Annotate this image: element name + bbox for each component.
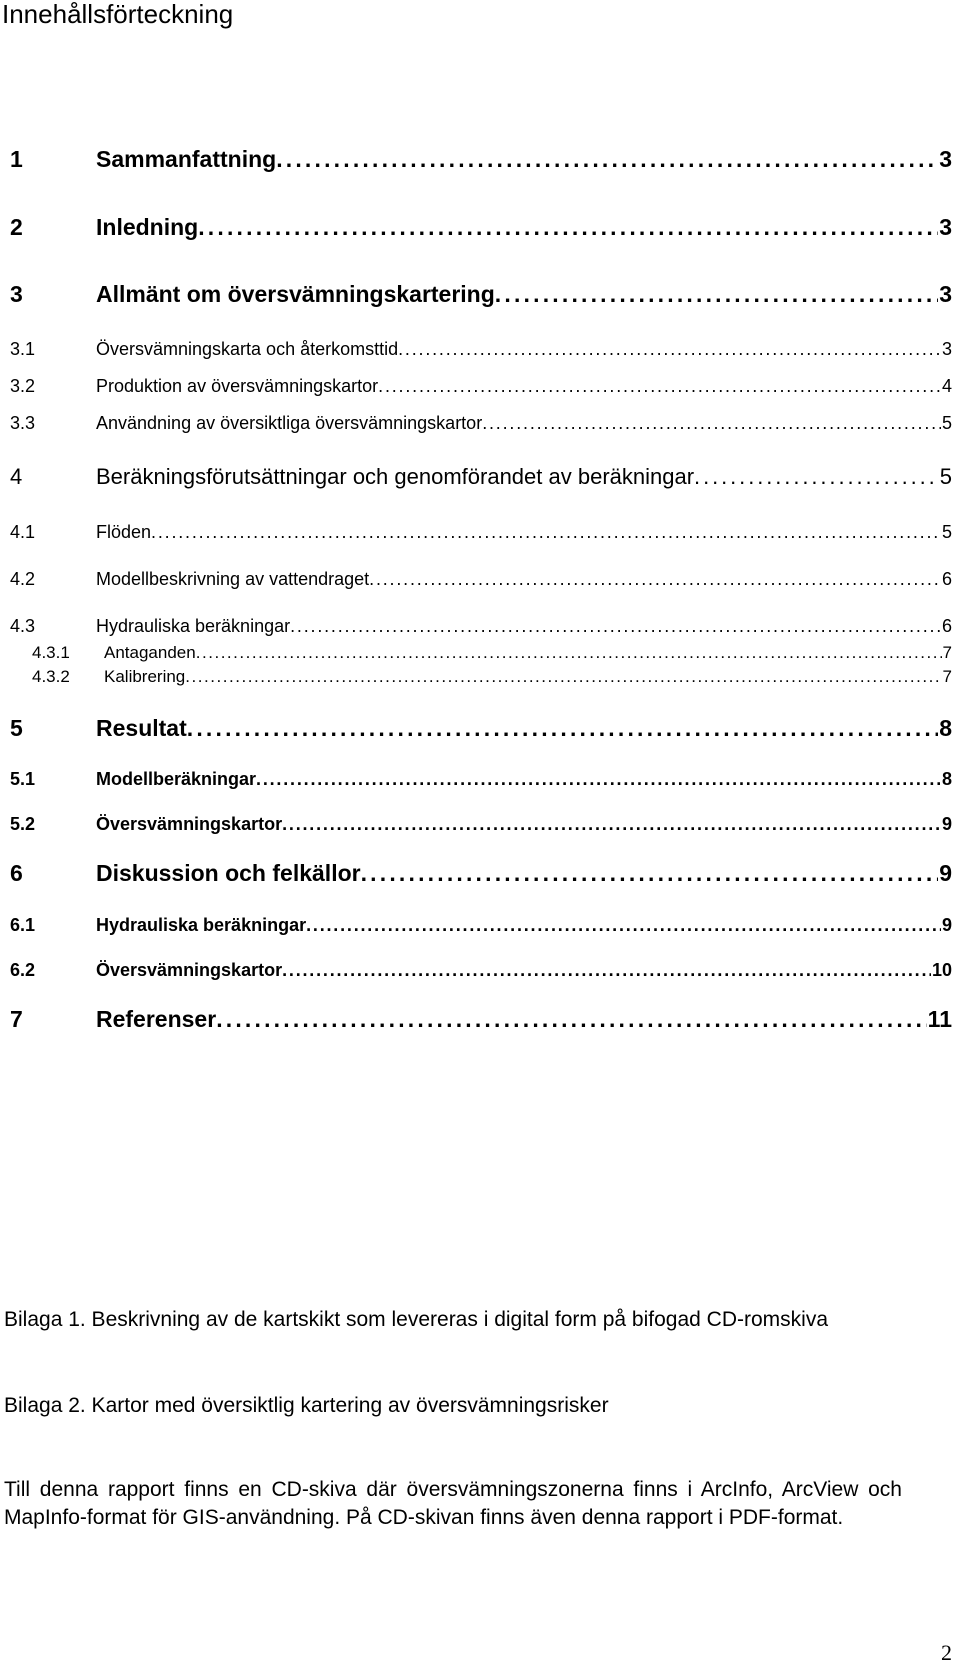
toc-number: 7 (10, 1006, 23, 1032)
toc-leader (276, 146, 938, 173)
toc-leader (482, 413, 941, 434)
toc-leader (185, 667, 941, 687)
toc-title: Allmänt om översvämningskartering (96, 281, 495, 307)
toc-entry[interactable] (6, 460, 952, 490)
toc-title: Modellberäkningar (96, 769, 257, 789)
toc-leader (151, 522, 941, 543)
toc-leader (187, 715, 938, 742)
toc-title: Flöden (96, 522, 152, 542)
toc-title: Kalibrering (104, 667, 186, 686)
toc-title: Resultat (96, 715, 187, 741)
toc-title: Användning av översiktliga översvämningskartor (96, 413, 483, 433)
toc-page-number: 7 (942, 667, 952, 686)
toc-page-number: 3 (939, 146, 952, 172)
toc-leader (694, 464, 939, 490)
toc-title: Hydrauliska beräkningar (96, 616, 291, 636)
toc-title: Översvämningskartor (96, 960, 283, 980)
toc-leader (398, 339, 941, 360)
toc-leader (361, 860, 939, 887)
toc-page-number: 7 (942, 643, 952, 662)
toc-page-number: 3 (939, 214, 952, 240)
toc-number: 6.2 (10, 960, 36, 980)
toc-page-number: 3 (941, 339, 952, 359)
toc-number: 1 (10, 146, 23, 172)
toc-number: 3 (10, 281, 23, 307)
toc-entry[interactable] (6, 330, 952, 360)
toc-number: 4.3.2 (32, 667, 70, 686)
toc-entry[interactable] (6, 657, 952, 687)
toc-entry[interactable] (6, 278, 952, 308)
toc-number: 4.3.1 (32, 643, 70, 662)
toc-title: Referenser (96, 1006, 217, 1032)
toc-page-number: 10 (931, 960, 952, 980)
toc-leader (306, 915, 941, 936)
toc-title: Beräkningsförutsättningar och genomförandet av beräkningar (96, 464, 695, 489)
toc-number: 4 (10, 464, 23, 489)
toc-entry[interactable] (6, 712, 952, 742)
toc-entry[interactable] (6, 857, 952, 887)
toc-number: 3.2 (10, 376, 36, 396)
toc-entry[interactable] (6, 143, 952, 173)
toc-page-number: 5 (939, 464, 952, 489)
page-number: 2 (941, 1640, 952, 1665)
toc-number: 6.1 (10, 915, 36, 935)
toc-entry[interactable] (6, 951, 952, 981)
toc-page-number: 6 (941, 569, 952, 589)
toc-number: 2 (10, 214, 23, 240)
toc-title: Översvämningskarta och återkomsttid (96, 339, 399, 359)
toc-number: 5.2 (10, 814, 36, 834)
toc-entry[interactable] (6, 404, 952, 434)
toc-number: 5 (10, 715, 23, 741)
toc-page-number: 9 (941, 814, 952, 834)
toc-number: 4.1 (10, 522, 36, 542)
toc-title: Inledning (96, 214, 199, 240)
toc-leader (216, 1006, 926, 1033)
toc-number: 4.2 (10, 569, 36, 589)
toc-title: Modellbeskrivning av vattendraget (96, 569, 370, 589)
toc-number: 3.3 (10, 413, 36, 433)
toc-leader (198, 214, 938, 241)
toc-page-number: 9 (941, 915, 952, 935)
toc-title: Översvämningskartor (96, 814, 283, 834)
toc-page-number: 8 (941, 769, 952, 789)
toc-leader (369, 569, 941, 590)
toc-leader (282, 960, 931, 981)
toc-entry[interactable] (6, 560, 952, 590)
toc-page-number: 9 (939, 860, 952, 886)
toc-number: 4.3 (10, 616, 36, 636)
toc-number: 5.1 (10, 769, 36, 789)
toc-leader (495, 281, 938, 308)
toc-page-number: 6 (941, 616, 952, 636)
toc-number: 3.1 (10, 339, 36, 359)
toc-entry[interactable] (6, 906, 952, 936)
toc-leader (378, 376, 941, 397)
toc-entry[interactable] (6, 760, 952, 790)
toc-entry[interactable] (6, 805, 952, 835)
toc-title: Sammanfattning (96, 146, 277, 172)
toc-entry[interactable] (6, 513, 952, 543)
appendix-2-text: Bilaga 2. Kartor med översiktlig kartering av översvämningsrisker (4, 1394, 609, 1417)
toc-leader (256, 769, 941, 790)
toc-page-number: 3 (939, 281, 952, 307)
toc-page-number: 11 (927, 1006, 952, 1032)
toc-page-number: 4 (941, 376, 952, 396)
toc-entry[interactable] (6, 1003, 952, 1033)
toc-title: Hydrauliska beräkningar (96, 915, 307, 935)
toc-title: Antaganden (104, 643, 196, 662)
toc-page-number: 5 (941, 522, 952, 542)
toc-leader (282, 814, 941, 835)
toc-title: Produktion av översvämningskartor (96, 376, 379, 396)
cd-note-paragraph: Till denna rapport finns en CD-skiva där översvämningszonerna finns i ArcInfo, ArcView och MapInfo-format för GIS-användning. På CD-skivan finns även denna rapport i PDF-format. (4, 1478, 902, 1529)
toc-entry[interactable] (6, 367, 952, 397)
page-title: Innehållsförteckning (2, 0, 234, 29)
appendix-1-text: Bilaga 1. Beskrivning av de kartskikt som levereras i digital form på bifogad CD-romskiva (4, 1308, 828, 1331)
toc-page-number: 8 (939, 715, 952, 741)
toc-entry[interactable] (6, 211, 952, 241)
toc-page-number: 5 (941, 413, 952, 433)
toc-number: 6 (10, 860, 23, 886)
toc-title: Diskussion och felkällor (96, 860, 361, 886)
